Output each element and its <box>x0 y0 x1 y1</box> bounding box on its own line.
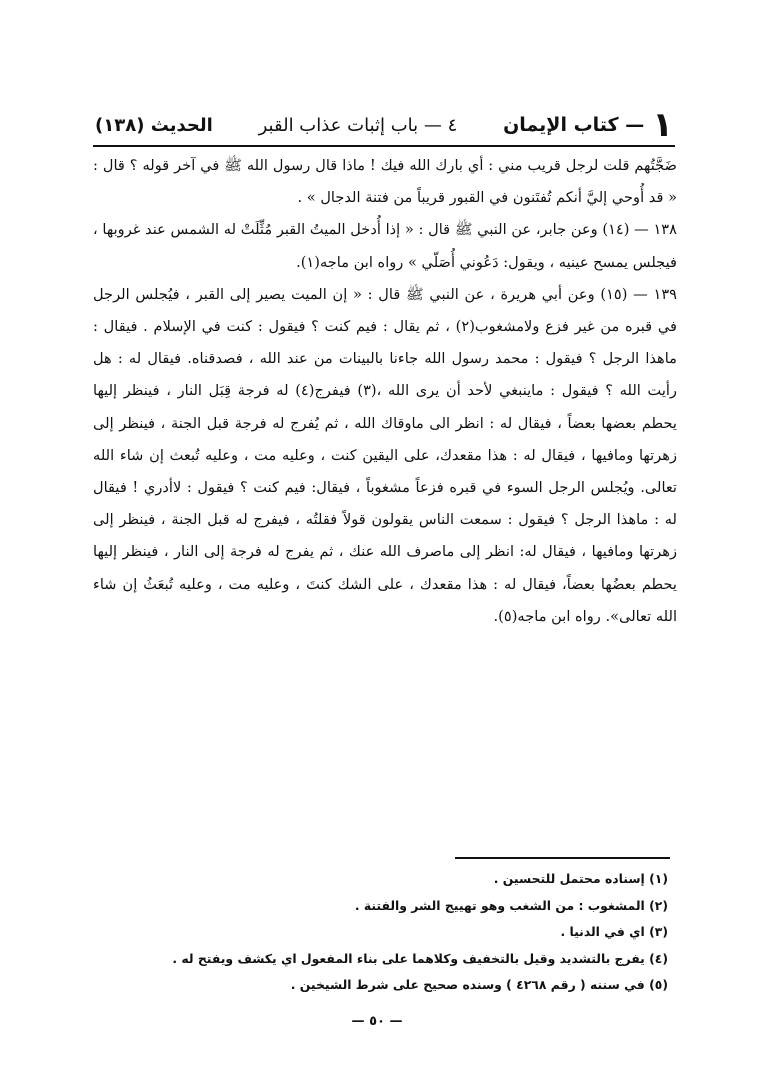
running-header <box>95 105 673 145</box>
volume-number: ١ <box>652 105 673 145</box>
main-text <box>93 150 677 633</box>
footnote-divider <box>455 857 670 859</box>
hadith-reference: الحديث (١٣٨) <box>95 114 213 136</box>
paragraph-hadith-139: ١٣٩ — (١٥) وعن أبي هريرة ، عن النبي ﷺ قال : « إن الميت يصير إلى القبر ، فيُجلس الرجل في قبره من غير فزع ولامشغوب(٢) ، ثم يقال : فيم كنت ؟ فيقول : كنت في الإسلام . فيقال : ماهذا الرجل ؟ فيقول : محمد رسول الله جاءنا بالبينات من عند الله ، فصدقناه. فيقال له : هل رأيت الله ؟ فيقول : ماينبغي لأحد أن يرى الله ،(٣) فيفرج(٤) له فرجة قِبَل النار ، فينظر إليها يحطم بعضها بعضاً ، فيقال له : انظر الى ماوقاك الله ، ثم يُفرج له فرجة قبل الجنة ، فينظر إلى زهرتها ومافيها ، فيقال له : هذا مقعدك، على اليقين كنت ، وعليه مت ، وعليه تُبعث إن شاء الله تعالى. ويُجلس الرجل السوء في قبره فزعاً مشغوباً ، فيقال: فيم كنت ؟ فيقول : لاأدري ! فيقال له : ماهذا الرجل ؟ فيقول : سمعت الناس يقولون قولاً فقلتُه ، فيفرج له قبل الجنة ، فينظر إلى زهرتها ومافيها ، فيقال له: انظر إلى ماصرف الله عنك ، ثم يفرج له فرجة إلى النار ، فينظر إليها يحطم بعضُها بعضاً، فيقال له : هذا مقعدك ، على الشك كنتَ ، وعليه مت ، وعليه تُبعَثُ إن شاء الله تعالى». رواه ابن ماجه(٥). <box>93 285 677 625</box>
footnote-4: (٤) يفرج بالتشديد وقيل بالتخفيف وكلاهما على بناء المفعول اي يكشف ويفتح له . <box>172 950 668 966</box>
paragraph-hadith-138: ١٣٨ — (١٤) وعن جابر، عن النبي ﷺ قال : « إذا أُدخل الميتُ القبر مُثِّلَتْ له الشمس عند غروبها ، فيجلس يمسح عينيه ، ويقول: دَعُوني أُصَلّي » رواه ابن ماجه(١). <box>93 221 677 271</box>
footnote-5: (٥) في سننه ( رقم ٤٢٦٨ ) وسنده صحيح على شرط الشيخين . <box>290 977 668 992</box>
header-right-group <box>503 105 673 145</box>
footnote-1: (١) إسناده محتمل للتحسين . <box>493 871 668 886</box>
chapter-title: ٤ — باب إثبات عذاب القبر <box>258 114 458 136</box>
footnotes <box>120 866 668 999</box>
book-title: — كتاب الإيمان <box>503 114 645 136</box>
paragraph-continuation: ضَجَّتُهم قلت لرجل قريب مني : أي بارك الله فيك ! ماذا قال رسول الله ﷺ في آخر قوله ؟ قال : « قد أُوحي إليَّ أنكم تُفتَنون في القبور قريباً من فتنة الدجال » . <box>93 157 677 207</box>
header-divider <box>93 145 675 147</box>
footnote-3: (٣) اي في الدنيا . <box>560 924 668 939</box>
page-number: — ٥٠ — <box>351 1014 403 1029</box>
footnote-2: (٢) المشغوب : من الشغب وهو تهييج الشر والفتنة . <box>354 897 668 913</box>
